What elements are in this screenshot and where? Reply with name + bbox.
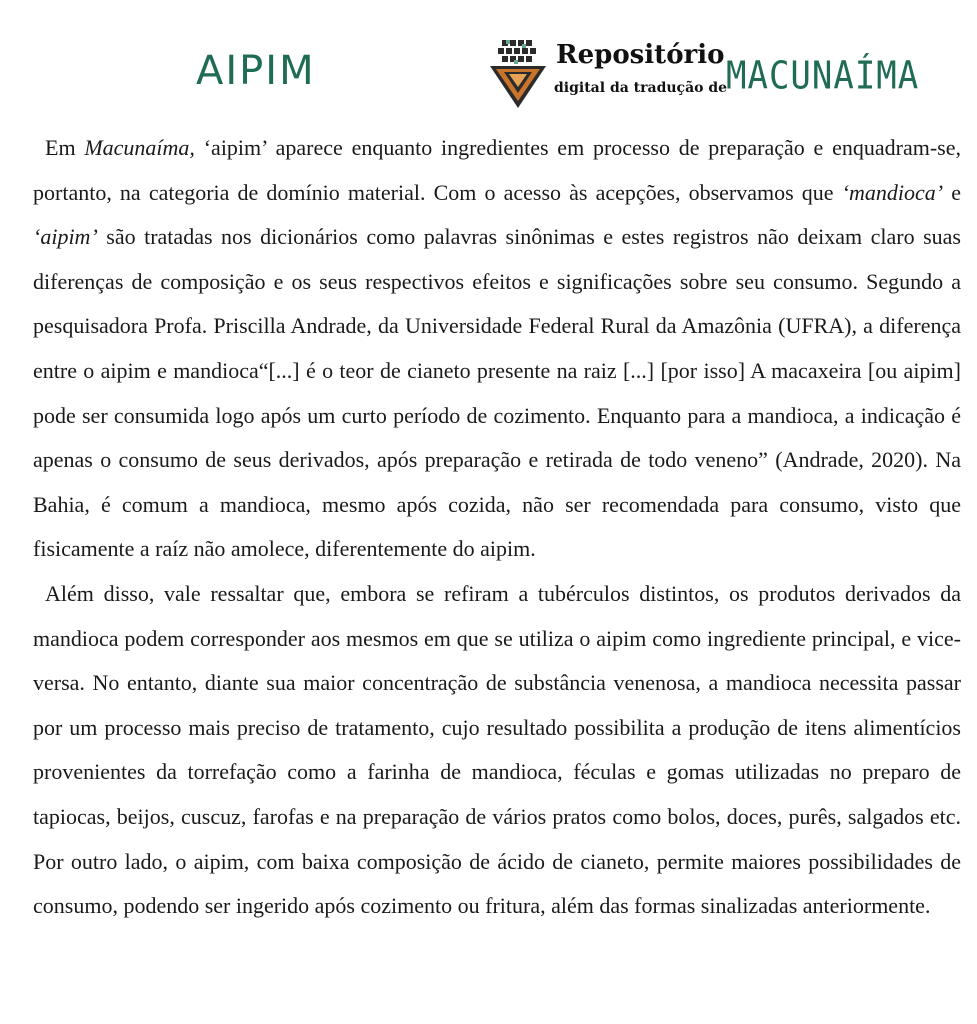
logo-brand: MACUNAÍMA [726,54,920,99]
logo-title: Repositório [556,40,725,70]
article-body [33,126,961,929]
paragraph [33,572,961,929]
text-segment: Além disso, vale ressaltar que, embora se refiram a tubérculos distintos, os produtos derivados da mandioca podem corresponder aos mesmos em que se utiliza o aipim como ingrediente principal, e vice-versa. No entanto, diante sua maior concentração de substância venenosa, a mandioca necessita passar por um processo mais preciso de tratamento, cujo resultado possibilita a produção de itens alimentícios provenientes da torrefação como a farinha de mandioca, féculas e gomas utilizadas no preparo de tapiocas, beijos, cuscuz, farofas e na preparação de vários pratos como bolos, doces, purês, salgados etc. Por outro lado, o aipim, com baixa composição de ácido de cianeto, permite maiores possibilidades de consumo, podendo ser ingerido após cozimento ou fritura, além das formas sinalizadas anteriormente. [33,580,961,919]
italic-text: ‘mandioca’ [841,179,944,205]
text-segment: ‘aipim’ aparece enquanto ingredientes em processo de preparação e enquadram-se, portanto, na categoria de domínio material. Com o acesso às acepções, observamos que [33,135,961,205]
page-title: AIPIM [196,48,316,94]
italic-text: Macunaíma, [84,135,195,160]
logo-emblem-icon [488,38,548,110]
text-segment: Em [45,135,85,160]
text-segment: são tratadas nos dicionários como palavras sinônimas e estes registros não deixam claro suas diferenças de composição e os seus respectivos efeitos e significações sobre seu consumo. Segundo a pesquisadora Profa. Priscilla Andrade, da Universidade Federal Rural da Amazônia (UFRA), a diferença entre o aipim e mandioca“[...] é o teor de cianeto presente na raiz [...] [por isso] A macaxeira [ou aipim] pode ser consumida logo após um curto período de cozimento. Enquanto para a mandioca, a indicação é apenas o consumo de seus derivados, após preparação e retirada de todo veneno” (Andrade, 2020). Na Bahia, é comum a mandioca, mesmo após cozida, não ser recomendada para consumo, visto que fisicamente a raíz não amolece, diferentemente do aipim. [33,224,961,562]
text-segment: e [943,179,961,205]
repository-logo [488,38,920,114]
logo-subtitle: digital da tradução de [554,80,728,96]
italic-text: ‘aipim’ [33,224,98,250]
paragraph [33,126,961,572]
